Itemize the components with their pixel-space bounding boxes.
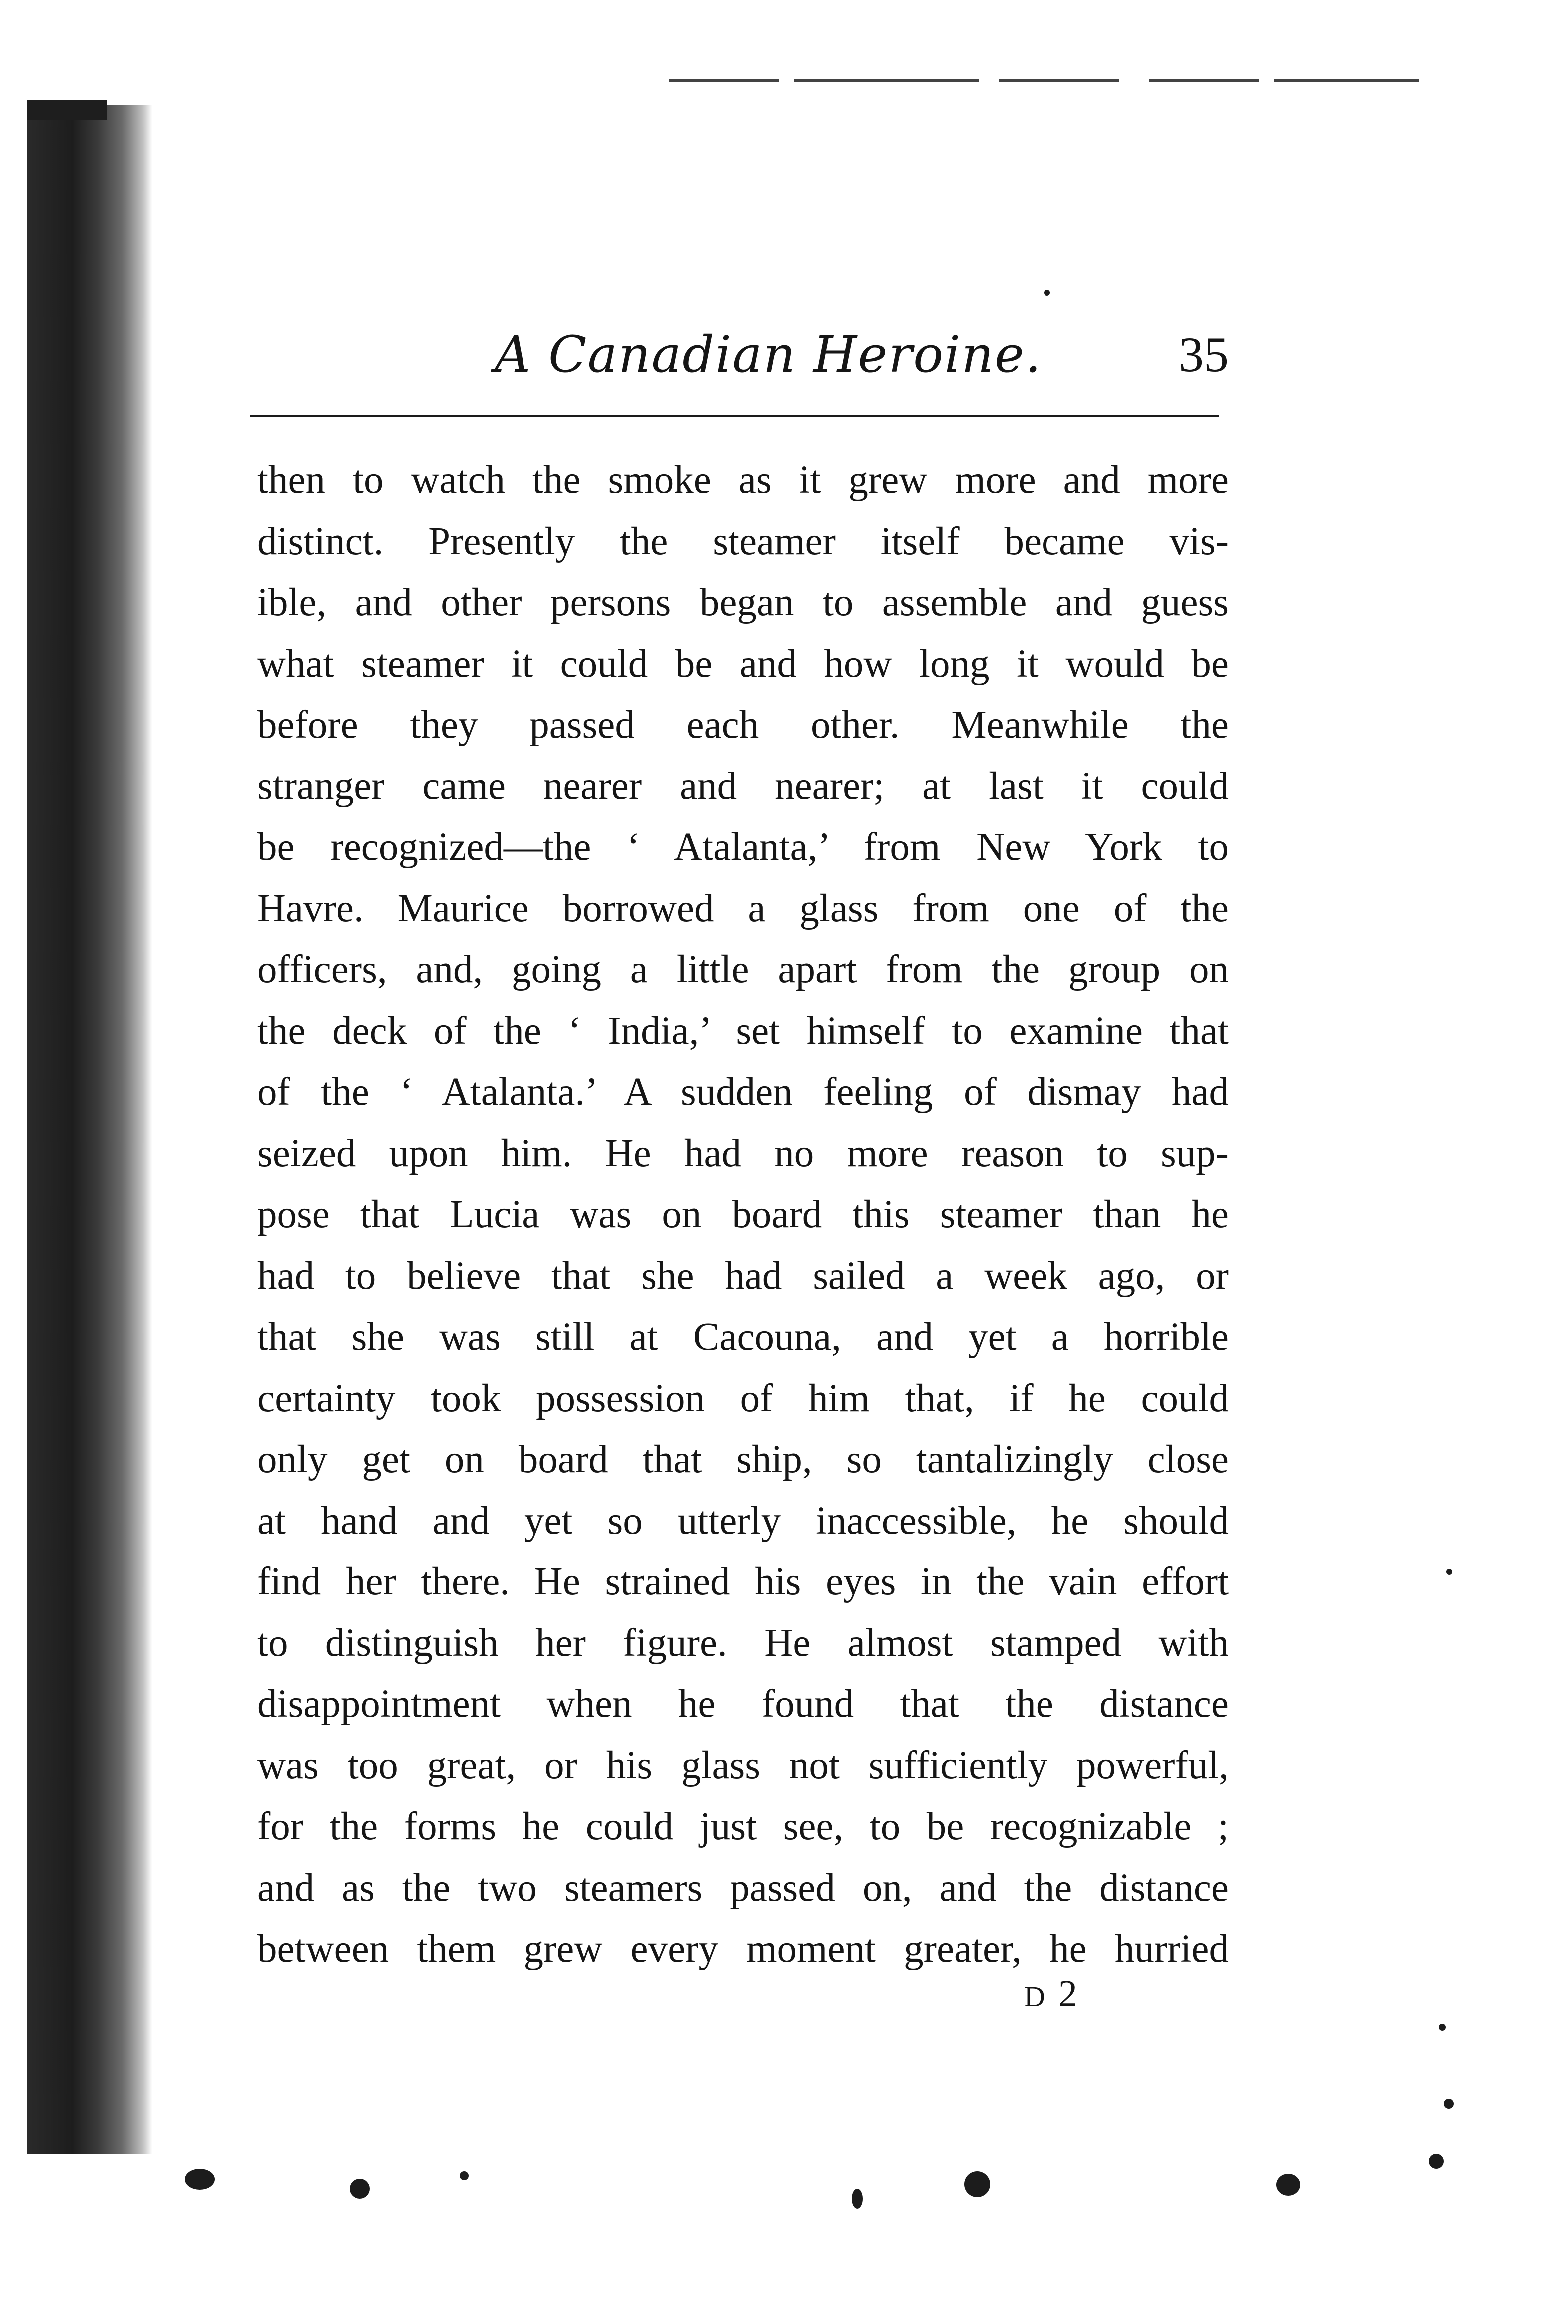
text-line: and as the two steamers passed on, and the distance [257, 1866, 1229, 1910]
text-line: then to watch the smoke as it grew more and more [257, 458, 1229, 502]
signature-mark [1024, 1969, 1079, 2022]
signature-letter: D [1024, 1980, 1047, 2013]
ink-speck [1446, 1569, 1452, 1575]
text-line: seized upon him. He had no more reason to sup- [257, 1131, 1229, 1175]
text-line: before they passed each other. Meanwhile the [257, 703, 1229, 747]
page-header [250, 320, 1229, 390]
text-line: was too great, or his glass not sufficiently powerful, [257, 1743, 1229, 1787]
ink-speck [1429, 2154, 1444, 2169]
text-line: officers, and, going a little apart from the group on [257, 948, 1229, 991]
text-line: be recognized—the ‘ Atalanta,’ from New York to [257, 825, 1229, 869]
text-line: Havre. Maurice borrowed a glass from one of the [257, 886, 1229, 930]
ink-speck [964, 2171, 990, 2197]
text-line: to distinguish her figure. He almost stamped with [257, 1621, 1229, 1665]
page-number: 35 [1179, 327, 1229, 382]
text-line: disappointment when he found that the distance [257, 1682, 1229, 1726]
text-line: had to believe that she had sailed a week ago, or [257, 1254, 1229, 1298]
text-line: certainty took possession of him that, if he could [257, 1376, 1229, 1420]
ink-speck [1044, 290, 1050, 296]
text-line: pose that Lucia was on board this steamer than he [257, 1193, 1229, 1236]
binding-shadow [27, 105, 152, 2154]
text-line: for the forms he could just see, to be recognizable ; [257, 1805, 1229, 1848]
text-line: find her there. He strained his eyes in the vain effort [257, 1560, 1229, 1603]
ink-speck [1276, 2174, 1300, 2196]
running-title: A Canadian Heroine. [495, 325, 1042, 384]
header-rule [250, 415, 1219, 417]
ink-speck [460, 2171, 469, 2180]
ink-speck [1439, 2024, 1446, 2031]
text-line: the deck of the ‘ India,’ set himself to examine that [257, 1009, 1229, 1053]
text-line: at hand and yet so utterly inaccessible, he should [257, 1499, 1229, 1543]
ink-speck [185, 2169, 215, 2190]
text-line: of the ‘ Atalanta.’ A sudden feeling of dismay had [257, 1070, 1229, 1114]
text-line: that she was still at Cacouna, and yet a horrible [257, 1315, 1229, 1359]
body-text [257, 450, 1229, 1980]
text-line: stranger came nearer and nearer; at last it could [257, 764, 1229, 808]
text-line: only get on board that ship, so tantalizingly close [257, 1438, 1229, 1481]
ink-speck [350, 2179, 370, 2199]
ink-speck [1444, 2099, 1454, 2109]
signature-number: 2 [1058, 1973, 1079, 2015]
text-line: between them grew every moment greater, he hurried [257, 1927, 1229, 1971]
text-line: ible, and other persons began to assemble and guess [257, 581, 1229, 624]
text-line: distinct. Presently the steamer itself became vis- [257, 519, 1229, 563]
text-line: what steamer it could be and how long it would be [257, 642, 1229, 686]
ink-speck [852, 2189, 863, 2209]
top-edge-rule [669, 79, 1419, 82]
